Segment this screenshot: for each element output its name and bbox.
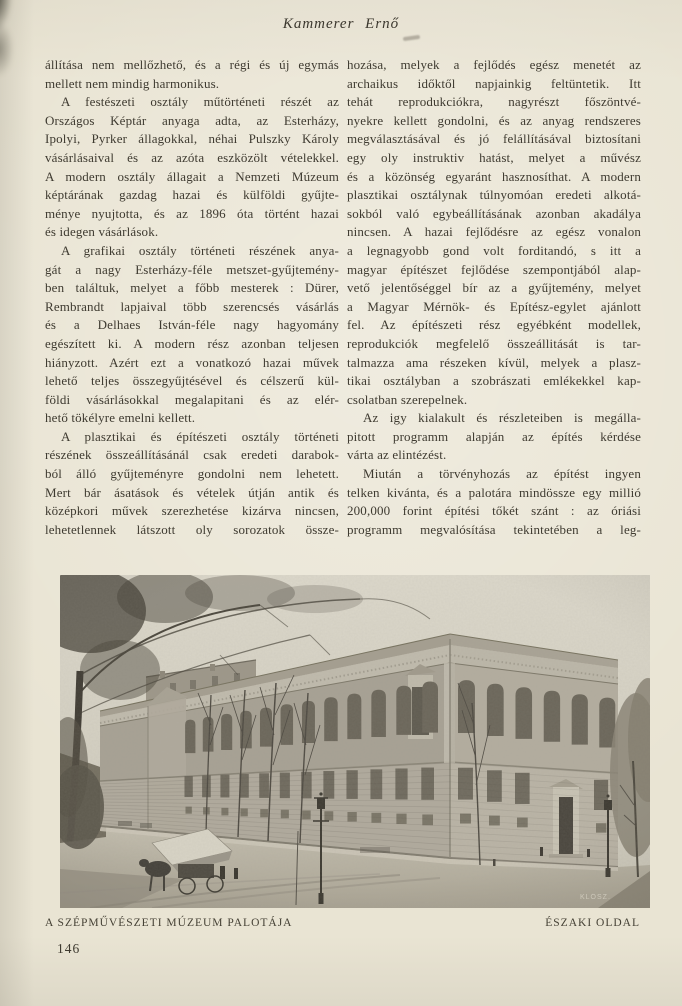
paragraph (45, 242, 339, 428)
text-line: lehetetlennek látszott oly sorozatok össze- (45, 521, 339, 537)
text-line: Mert bár ásatások és vételek útján antik és (45, 484, 339, 500)
text-line: és idegen vásárlások. (45, 224, 159, 240)
text-line: A grafikai osztály történeti részének anya- (61, 242, 339, 258)
text-line: vásárlásaival és az azóta eszközölt vételekkel. (45, 149, 339, 165)
text-line: pitott programm alapján az építés kérdése (347, 428, 641, 444)
text-line: a legnagyobb gond volt forditandó, s itt a (347, 242, 641, 258)
paragraph (347, 465, 641, 539)
text-line: ménye nyujtotta, és az 1896 óta történt hazai (45, 205, 339, 221)
text-line: gát a nagy Esterházy-féle metszet-gyűjtemény- (45, 261, 339, 277)
text-line: magyar építészet fejlődése szempontjából alap- (347, 261, 641, 277)
text-line: mellett nem mindig harmonikus. (45, 75, 220, 91)
running-head: Kammerer Ernő (282, 16, 400, 32)
text-line: csolatban szerepelnek. (347, 391, 468, 407)
text-line: egy oly instruktiv hatást, melyet a művész (347, 149, 641, 165)
text-line: részének összeállításánál csak eredeti darabok- (45, 447, 339, 463)
text-line: sokból való egybeállításának azonban akadálya (347, 205, 641, 221)
paper-smudge (403, 35, 420, 41)
text-line: hozása, melyek a fejlődés egész menetét az (347, 57, 641, 72)
text-column-left (45, 56, 339, 539)
text-line: vető jelentőséggel bír az a gyűjtemény, melyet (347, 280, 641, 296)
museum-photo (60, 575, 650, 908)
text-line: lehető teljes összegyűjtésével és célszerű kül- (45, 373, 339, 389)
paragraph (45, 428, 339, 540)
text-line: programm megvalósítása tekintetében a leg- (347, 521, 641, 537)
text-line: archaikus időktől napjainkig feltüntetik. Itt (347, 75, 641, 91)
text-line: tehát reprodukciókra, nagyrészt főszöntvé- (347, 94, 641, 110)
text-line: A festészeti osztály műtörténeti részét az (61, 94, 339, 110)
text-line: középkori művek szerezhetése kizárva nincsen, (45, 503, 339, 519)
text-line: hető tökélyre emelni kellett. (45, 410, 196, 426)
text-line: Rembrandt lapjaival több szerencsés vásárlás (45, 298, 339, 314)
text-line: ból álló gyűjteményre gondolni nem lehetett. (45, 466, 339, 482)
text-column-right (347, 56, 641, 539)
paragraph (45, 56, 339, 93)
photo-plate (60, 575, 650, 908)
text-line: állítása nem mellőzhető, és a régi és új egymás (45, 57, 339, 72)
page-number: 146 (57, 941, 81, 956)
text-line: várta az elintézést. (347, 447, 447, 463)
text-line: A plasztikai és építészeti osztály történeti (61, 428, 339, 444)
text-line: ben találtuk, melyet a főbb mesterek : Dürer, (45, 280, 339, 296)
text-line: Országos Képtár anyaga adta, az Esterházy, (45, 112, 339, 128)
text-line: és a közönség egyaránt hasznosíthat. A modern (347, 168, 641, 184)
paragraph (45, 93, 339, 242)
text-line: tikai osztályban a szobrászati emlékekkel kap- (347, 373, 641, 389)
text-line: telken kivánta, és a palotára mindössze egy millió (347, 484, 641, 500)
text-line: reprodukciók megfelelő összeállitását is tar- (347, 335, 641, 351)
text-line: egészített ki. A modern rész azonban teljesen (45, 335, 339, 351)
text-line: földi vásárlásokkal megalapitani és az elér- (45, 391, 339, 407)
text-line: és a Delhaes István-féle nagy hagyomány (45, 317, 339, 333)
text-line: a Magyar Mérnök- és Epítész-egylet ajánlott (347, 298, 641, 314)
text-line: fel. Az építészeti rész egyébként modellek, (347, 317, 641, 333)
text-line: nincsen. A hazai fejlődésre az egész vonalon (347, 224, 641, 240)
text-line: hiányzott. Azért ezt a vonatkozó hazai művek (45, 354, 339, 370)
text-line: megválasztásával és jó felállításával biztosítani (347, 131, 641, 147)
text-line: nyekre kellett gondolni, és az anyag rendszeres (347, 112, 641, 128)
photo-caption-side: ÉSZAKI OLDAL (545, 917, 640, 929)
text-line: talmazza ama részeken kívül, melyek a plasz- (347, 354, 641, 370)
text-line: plasztikai osztálynak túlnyomóan eredeti alkotá- (347, 187, 641, 203)
photo-grain (60, 575, 650, 908)
text-line: 200,000 forint építési tőkét szánt : az óriási (347, 503, 641, 519)
paragraph (347, 409, 641, 465)
paragraph (347, 56, 641, 409)
text-line: Miután a törvényhozás az építést ingyen (363, 466, 641, 482)
photo-caption-title: A SZÉPMŰVÉSZETI MÚZEUM PALOTÁJA (45, 917, 293, 929)
text-line: Az igy kialakult és részleteiben is megálla- (363, 410, 641, 426)
text-line: képtárának gazdag hazai és külföldi gyűjte- (45, 187, 339, 203)
text-line: A modern osztály állagait a Nemzeti Múzeum (45, 168, 339, 184)
text-line: Ipolyi, Pyrker állagokkal, néhai Pulszky Károly (45, 131, 339, 147)
